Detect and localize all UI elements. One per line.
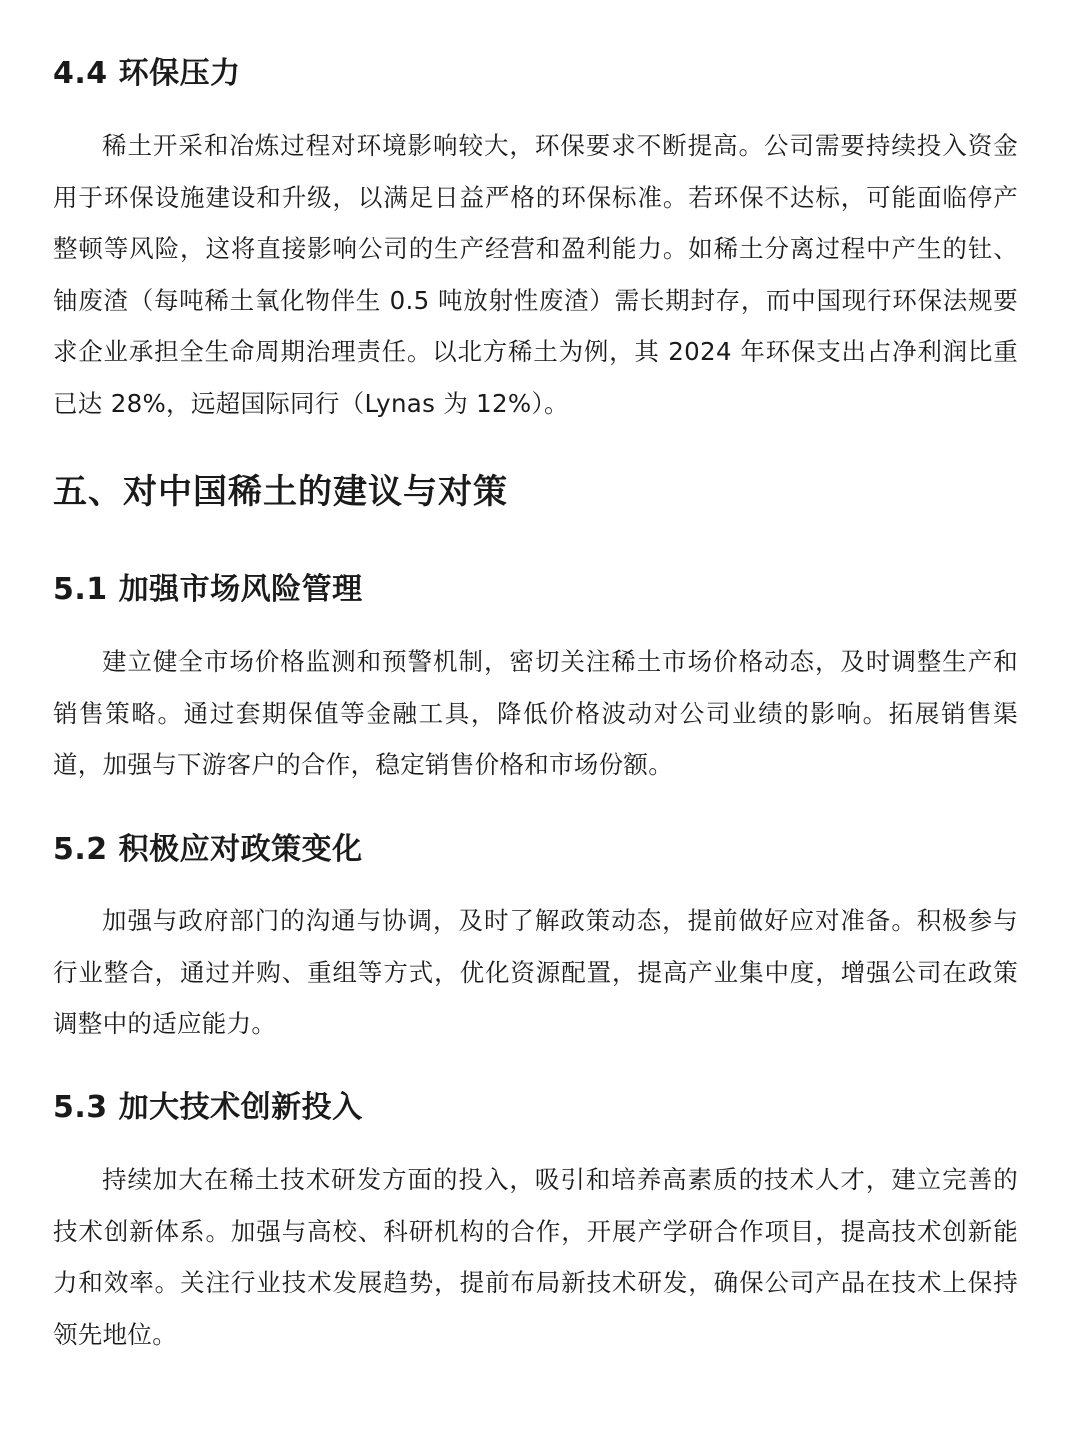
section-heading-4-4: 4.4 环保压力 (53, 56, 241, 91)
section-heading-5-2: 5.2 积极应对政策变化 (53, 832, 363, 867)
section-paragraph-5-1: 建立健全市场价格监测和预警机制，密切关注稀土市场价格动态，及时调整生产和销售策略。通过套期保值等金融工具，降低价格波动对公司业绩的影响。拓展销售渠道，加强与下游客户的合作，稳定销售价格和市场份额。 (53, 647, 1018, 779)
section-heading-5-3: 5.3 加大技术创新投入 (53, 1090, 363, 1125)
section-paragraph-5-3: 持续加大在稀土技术研发方面的投入，吸引和培养高素质的技术人才，建立完善的技术创新体系。加强与高校、科研机构的合作，开展产学研合作项目，提高技术创新能力和效率。关注行业技术发展趋势，提前布局新技术研发，确保公司产品在技术上保持领先地位。 (53, 1165, 1018, 1349)
section-heading-5-1: 5.1 加强市场风险管理 (53, 572, 363, 607)
section-paragraph-4-4: 稀土开采和冶炼过程对环境影响较大，环保要求不断提高。公司需要持续投入资金用于环保设施建设和升级，以满足日益严格的环保标准。若环保不达标，可能面临停产整顿等风险，这将直接影响公司的生产经营和盈利能力。如稀土分离过程中产生的钍、铀废渣（每吨稀土氧化物伴生 0.5 吨放射性废渣）需长期封存，而中国现行环保法规要求企业承担全生命周期治理责任。以北方稀土为例，其 2024 年环保支出占净利润比重已达 28%，远超国际同行（Lynas 为 12%）。 (53, 131, 1018, 418)
chapter-heading-5: 五、对中国稀土的建议与对策 (53, 472, 508, 512)
section-paragraph-5-2: 加强与政府部门的沟通与协调，及时了解政策动态，提前做好应对准备。积极参与行业整合，通过并购、重组等方式，优化资源配置，提高产业集中度，增强公司在政策调整中的适应能力。 (53, 906, 1018, 1038)
